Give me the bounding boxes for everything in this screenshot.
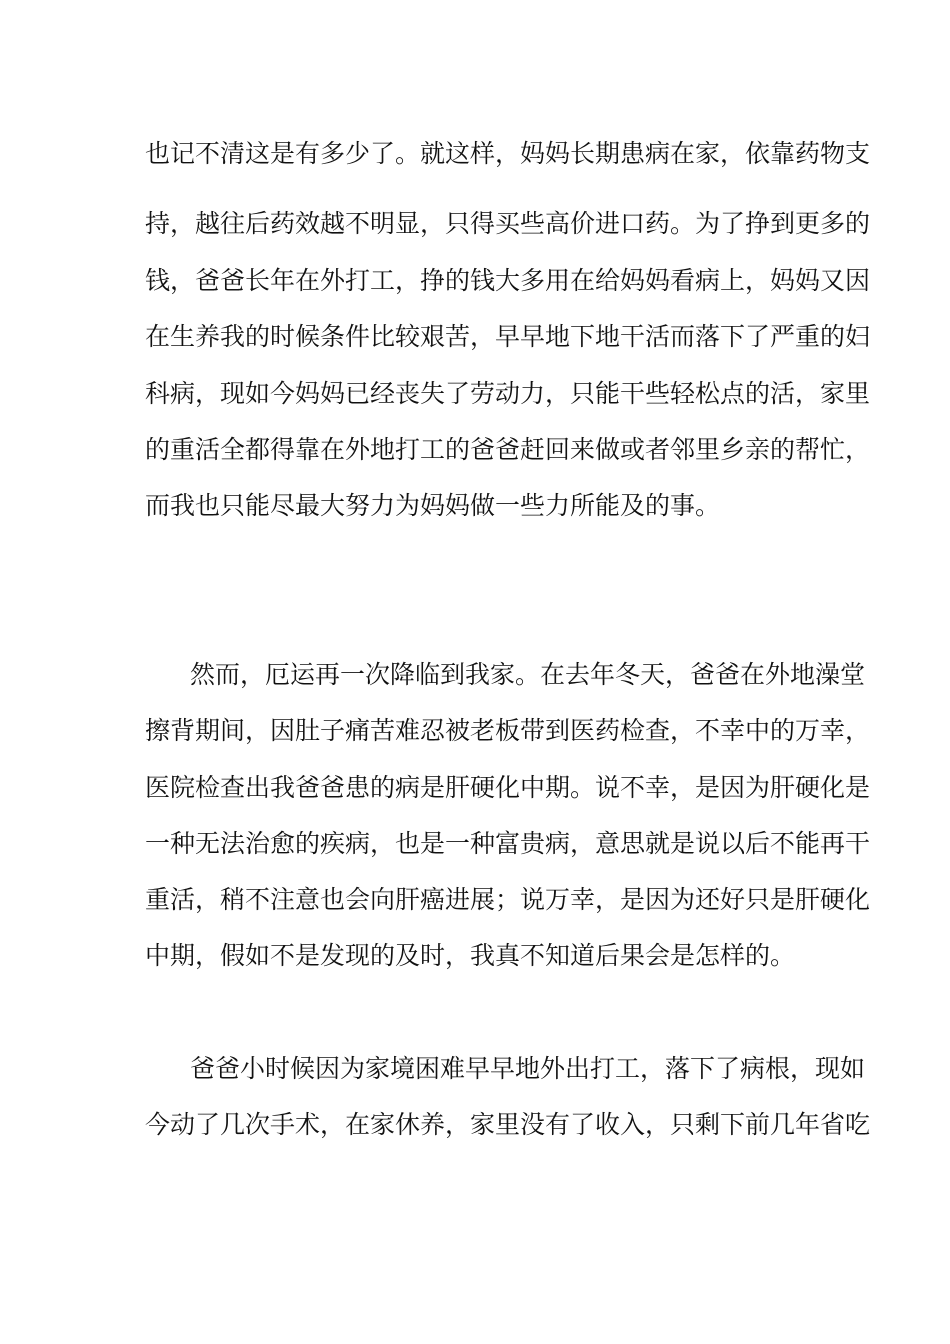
text-line: 在生养我的时候条件比较艰苦，早早地下地干活而落下了严重的妇 [145,322,871,351]
text-line: 中期，假如不是发现的及时，我真不知道后果会是怎样的。 [145,941,796,970]
text-line: 科病，现如今妈妈已经丧失了劳动力，只能干些轻松点的活，家里 [145,379,871,408]
text-line: 擦背期间，因肚子痛苦难忍被老板带到医药检查，不幸中的万幸， [145,716,871,745]
text-line: 重活，稍不注意也会向肝癌进展；说万幸，是因为还好只是肝硬化 [145,885,871,914]
text-line: 爸爸小时候因为家境困难早早地外出打工，落下了病根，现如 [190,1054,866,1083]
text-line: 的重活全都得靠在外地打工的爸爸赶回来做或者邻里乡亲的帮忙， [145,435,871,464]
text-line: 医院检查出我爸爸患的病是肝硬化中期。说不幸，是因为肝硬化是 [145,773,871,802]
text-line: 今动了几次手术，在家休养，家里没有了收入，只剩下前几年省吃 [145,1110,871,1139]
text-line: 然而，厄运再一次降临到我家。在去年冬天，爸爸在外地澡堂 [190,660,866,689]
text-line: 持，越往后药效越不明显，只得买些高价进口药。为了挣到更多的 [145,209,871,238]
text-line: 也记不清这是有多少了。就这样，妈妈长期患病在家，依靠药物支 [145,139,871,168]
text-line: 而我也只能尽最大努力为妈妈做一些力所能及的事。 [145,491,721,520]
text-line: 钱，爸爸长年在外打工，挣的钱大多用在给妈妈看病上，妈妈又因 [145,266,871,295]
text-line: 一种无法治愈的疾病，也是一种富贵病，意思就是说以后不能再干 [145,829,871,858]
